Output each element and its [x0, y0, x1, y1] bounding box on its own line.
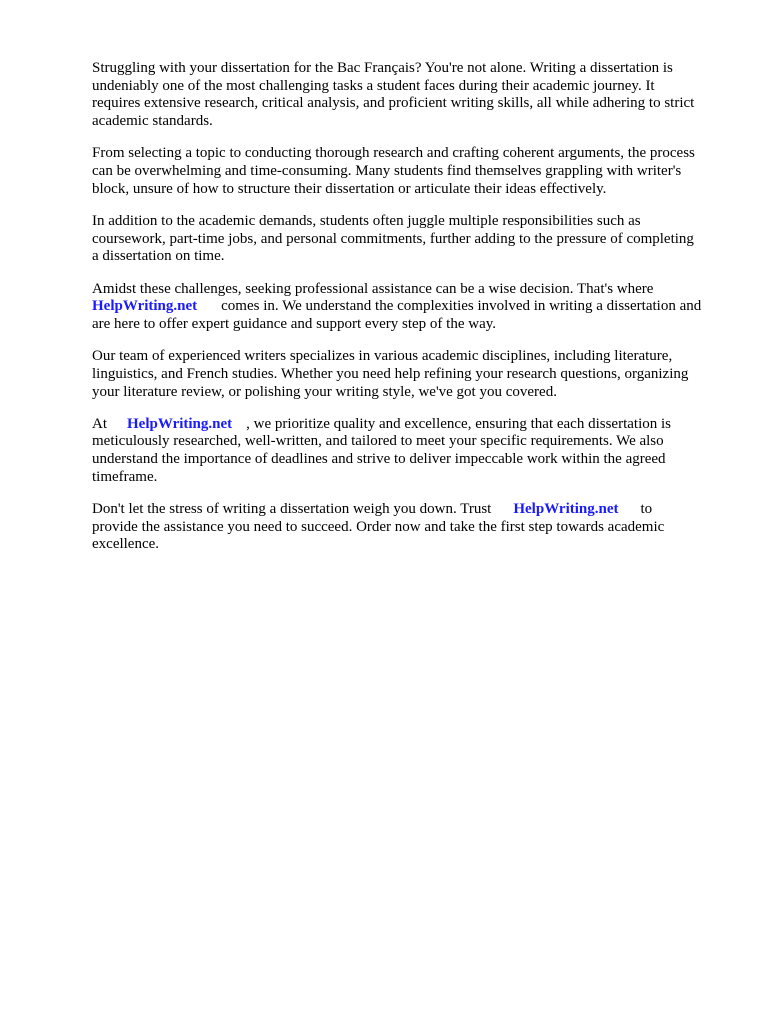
paragraph-assistance — [92, 281, 732, 334]
helpwriting-link-1[interactable]: HelpWriting.net — [92, 298, 198, 315]
paragraph-responsibilities: In addition to the academic demands, students often juggle multiple responsibilities such as coursework, part-time jobs, and personal commitments, further adding to the pressure of completing a dissertation on time. — [92, 212, 694, 265]
paragraph-quality-text-3: meticulously researched, well-written, and tailored to meet your specific requirements. We also understand the importance of deadlines and strive to deliver impeccable work within the agreed timeframe. — [92, 433, 666, 485]
paragraph-team: Our team of experienced writers specializes in various academic disciplines, including literature, linguistics, and French studies. Whether you need help refining your research questions, organizing your literature review, or polishing your writing style, we've got you covered. — [92, 348, 689, 400]
paragraph-quality — [92, 416, 732, 487]
paragraph-intro: Struggling with your dissertation for the Bac Français? You're not alone. Writing a dissertation is undeniably one of the most challenging tasks a student faces during their academic journey. It requires extensive research, critical analysis, and proficient writing skills, all while adhering to strict academic standards. — [92, 60, 695, 130]
paragraph-cta-text-1: Don't let the stress of writing a dissertation weigh you down. Trust — [92, 501, 492, 518]
paragraph-assistance-text-1: Amidst these challenges, seeking professional assistance can be a wise decision. That's where — [92, 280, 654, 297]
document-body — [92, 60, 732, 569]
paragraph-process: From selecting a topic to conducting thorough research and crafting coherent arguments, the process can be overwhelming and time-consuming. Many students find themselves grappling with writer's block, unsure of how to structure their dissertation or articulate their ideas effectively. — [92, 145, 695, 197]
paragraph-cta-text-3: provide the assistance you need to succeed. Order now and take the first step towards academic excellence. — [92, 518, 665, 553]
paragraph-cta-text-2: to — [640, 501, 653, 518]
helpwriting-link-2[interactable]: HelpWriting.net — [127, 415, 233, 432]
helpwriting-link-3[interactable]: HelpWriting.net — [513, 501, 619, 518]
paragraph-cta — [92, 501, 732, 554]
paragraph-assistance-text-2: comes in. We understand the complexities involved in writing a dissertation and — [221, 298, 702, 315]
paragraph-quality-text-1: At — [92, 415, 107, 432]
paragraph-assistance-text-3: are here to offer expert guidance and support every step of the way. — [92, 315, 496, 332]
paragraph-quality-text-2: , we prioritize quality and excellence, ensuring that each dissertation is — [246, 415, 671, 432]
